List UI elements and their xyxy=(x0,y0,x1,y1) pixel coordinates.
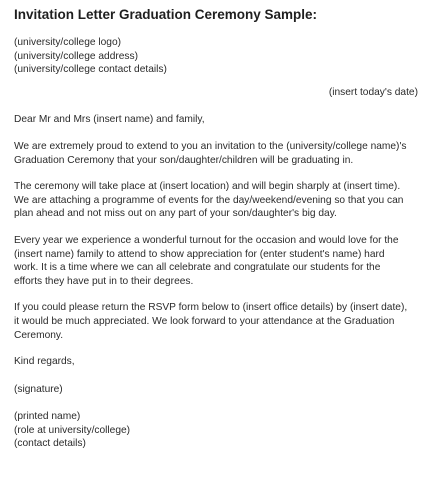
sender-signoff-details xyxy=(14,410,420,451)
paragraph-line: efforts they have put in to their degrees. xyxy=(14,275,194,287)
paragraph-rsvp xyxy=(14,301,420,342)
paragraph-line: (insert name) family to attend to show appreciation for (enter student's name) hard xyxy=(14,248,385,260)
letter-page xyxy=(14,6,420,451)
printed-name-placeholder: (printed name) xyxy=(14,411,81,423)
paragraph-line: We are extremely proud to extend to you an invitation to the (university/college name)'s xyxy=(14,140,407,152)
contact-details-placeholder: (contact details) xyxy=(14,438,86,450)
paragraph-invitation xyxy=(14,140,420,167)
salutation: Dear Mr and Mrs (insert name) and family, xyxy=(14,114,205,126)
logo-placeholder: (university/college logo) xyxy=(14,37,122,48)
paragraph-line: it would be much appreciated. We look forward to your attendance at the Graduation xyxy=(14,315,395,327)
closing: Kind regards, xyxy=(14,356,75,368)
paragraph-line: plan ahead and not miss out on any part of your son/daughter's big day. xyxy=(14,208,337,220)
letter-title: Invitation Letter Graduation Ceremony Sample: xyxy=(14,7,318,22)
signature-placeholder: (signature) xyxy=(14,383,63,395)
paragraph-appreciation xyxy=(14,234,420,288)
date-line: (insert today's date) xyxy=(328,86,418,98)
paragraph-line: Ceremony. xyxy=(14,329,64,341)
paragraph-line: If you could please return the RSVP form below to (insert office details) by (insert date), xyxy=(14,302,408,314)
paragraph-line: Graduation Ceremony that your son/daughter/children will be graduating in. xyxy=(14,154,354,166)
sender-details xyxy=(14,36,420,77)
contact-details-placeholder: (university/college contact details) xyxy=(14,64,167,76)
paragraph-ceremony-details xyxy=(14,180,420,221)
role-placeholder: (role at university/college) xyxy=(14,424,131,436)
paragraph-line: Every year we experience a wonderful turnout for the occasion and would love for the xyxy=(14,234,399,246)
paragraph-line: We are attaching a programme of events for the day/weekend/evening so that you can xyxy=(14,194,404,206)
paragraph-line: work. It is a time where we can all celebrate and congratulate our students for the xyxy=(14,262,381,274)
paragraph-line: The ceremony will take place at (insert location) and will begin sharply at (insert time). xyxy=(14,181,401,193)
address-placeholder: (university/college address) xyxy=(14,50,139,62)
